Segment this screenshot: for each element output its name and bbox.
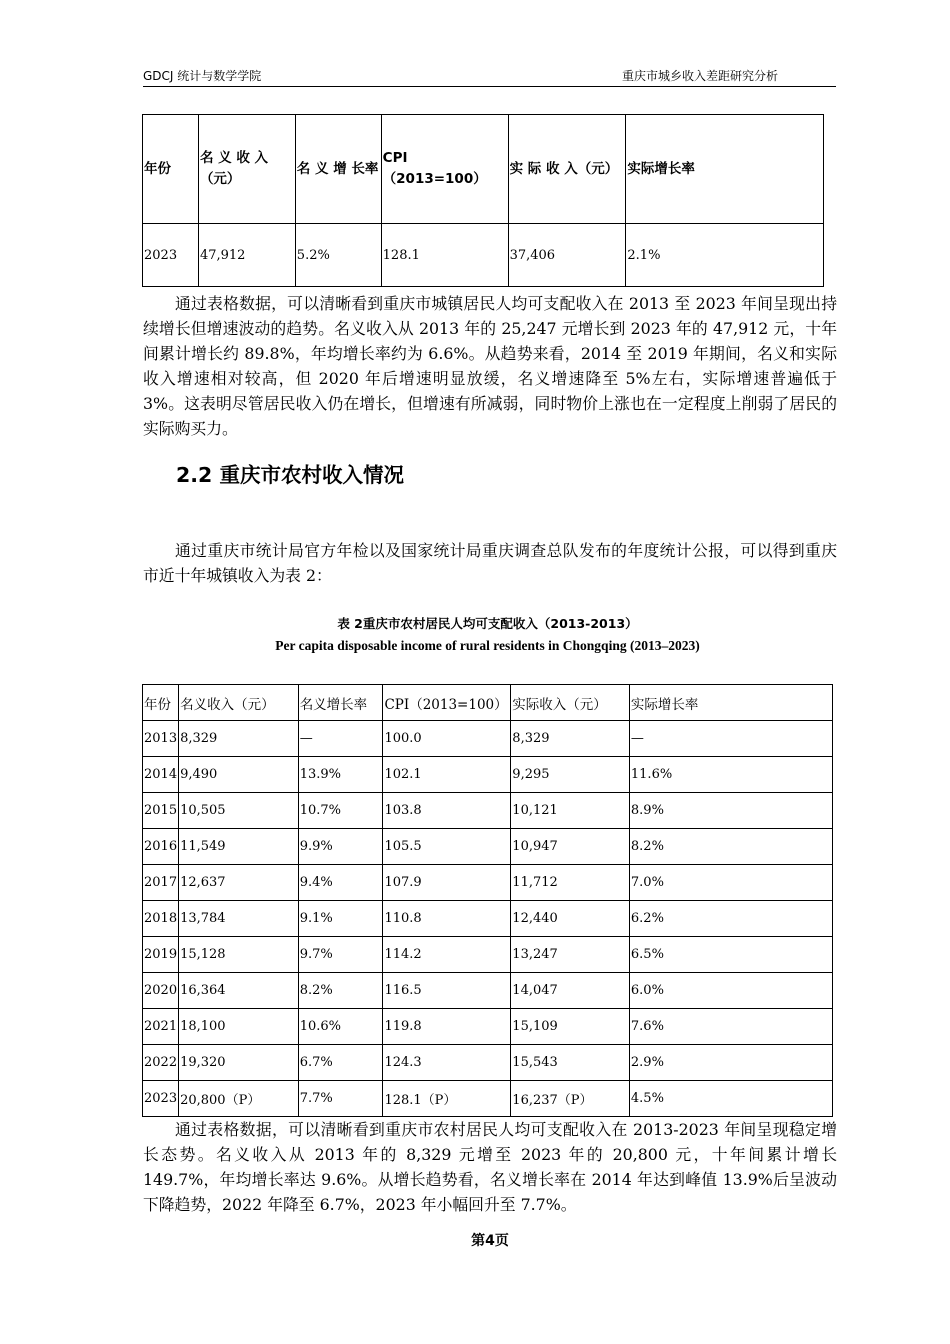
cell-real-growth: 6.5% xyxy=(629,937,832,973)
cell-year: 2019 xyxy=(143,937,179,973)
cell-real-growth: 8.9% xyxy=(629,793,832,829)
cell-nominal-income: 11,549 xyxy=(179,829,299,865)
table-header-row xyxy=(143,685,833,721)
cell-cpi: 116.5 xyxy=(383,973,511,1009)
table-row xyxy=(143,865,833,901)
cell-year: 2017 xyxy=(143,865,179,901)
cell-cpi: 107.9 xyxy=(383,865,511,901)
header-cell-year: 年份 xyxy=(143,685,179,721)
cell-year: 2014 xyxy=(143,757,179,793)
header-cell-real-growth: 实际增长率 xyxy=(629,685,832,721)
cell-real-growth: — xyxy=(629,721,832,757)
cell-nominal-growth: 9.9% xyxy=(298,829,383,865)
cell-nominal-income: 15,128 xyxy=(179,937,299,973)
cell-real-income: 37,406 xyxy=(508,224,626,287)
table-row xyxy=(143,973,833,1009)
table-row xyxy=(143,901,833,937)
cell-nominal-income: 19,320 xyxy=(179,1045,299,1081)
cell-cpi: 110.8 xyxy=(383,901,511,937)
intro-paragraph: 通过重庆市统计局官方年检以及国家统计局重庆调查总队发布的年度统计公报，可以得到重庆市近十年城镇收入为表 2： xyxy=(143,541,837,585)
table-row xyxy=(143,224,824,287)
cell-real-growth: 6.2% xyxy=(629,901,832,937)
cell-nominal-income: 10,505 xyxy=(179,793,299,829)
cell-nominal-income: 9,490 xyxy=(179,757,299,793)
cell-real-income: 9,295 xyxy=(511,757,630,793)
header-cell-real-income: 实 际 收 入（元） xyxy=(508,115,626,224)
table-caption-cn: 表 2重庆市农村居民人均可支配收入（2013-2013） xyxy=(337,616,638,631)
cell-nominal-income: 20,800（P） xyxy=(179,1081,299,1117)
cell-real-growth: 11.6% xyxy=(629,757,832,793)
header-left: GDCJ 统计与数学学院 xyxy=(143,69,262,83)
cell-nominal-growth: 9.7% xyxy=(298,937,383,973)
header-cell-nominal-growth: 名义增长率 xyxy=(298,685,383,721)
cell-nominal-income: 16,364 xyxy=(179,973,299,1009)
table-row xyxy=(143,721,833,757)
cell-nominal-growth: 9.1% xyxy=(298,901,383,937)
cell-real-growth: 8.2% xyxy=(629,829,832,865)
cell-real-income: 10,947 xyxy=(511,829,630,865)
header-right: 重庆市城乡收入差距研究分析 xyxy=(621,69,778,83)
cell-real-income: 8,329 xyxy=(511,721,630,757)
table-row xyxy=(143,793,833,829)
cell-nominal-income: 47,912 xyxy=(198,224,295,287)
cell-year: 2018 xyxy=(143,901,179,937)
header-cell-year: 年份 xyxy=(143,115,199,224)
cell-year: 2013 xyxy=(143,721,179,757)
cell-year: 2023 xyxy=(143,224,199,287)
table-row xyxy=(143,1081,833,1117)
cell-real-growth: 2.9% xyxy=(629,1045,832,1081)
cell-real-income: 10,121 xyxy=(511,793,630,829)
table-row xyxy=(143,829,833,865)
cell-nominal-growth: 7.7% xyxy=(298,1081,383,1117)
cell-nominal-growth: 6.7% xyxy=(298,1045,383,1081)
cell-real-growth: 2.1% xyxy=(626,224,824,287)
section-title: 2.2 重庆市农村收入情况 xyxy=(176,463,404,487)
cell-real-income: 14,047 xyxy=(511,973,630,1009)
cell-year: 2021 xyxy=(143,1009,179,1045)
header-cell-cpi: CPI（2013=100） xyxy=(383,685,511,721)
cell-nominal-income: 18,100 xyxy=(179,1009,299,1045)
table-caption-en: Per capita disposable income of rural residents in Chongqing (2013–2023) xyxy=(275,638,700,653)
cell-year: 2020 xyxy=(143,973,179,1009)
cell-cpi: 102.1 xyxy=(383,757,511,793)
header-cell-real-income: 实际收入（元） xyxy=(511,685,630,721)
header-cell-nominal-income: 名义收入（元） xyxy=(179,685,299,721)
header-cell-nominal-income: 名 义 收 入（元） xyxy=(198,115,295,224)
cell-cpi: 128.1（P） xyxy=(383,1081,511,1117)
cell-real-income: 15,543 xyxy=(511,1045,630,1081)
cell-cpi: 119.8 xyxy=(383,1009,511,1045)
header-rule xyxy=(143,86,836,87)
table-row xyxy=(143,937,833,973)
cell-nominal-growth: 5.2% xyxy=(295,224,381,287)
table-row xyxy=(143,1045,833,1081)
cell-nominal-growth: 10.6% xyxy=(298,1009,383,1045)
cell-nominal-income: 8,329 xyxy=(179,721,299,757)
page-number: 第4页 xyxy=(471,1233,509,1249)
cell-year: 2022 xyxy=(143,1045,179,1081)
cell-cpi: 124.3 xyxy=(383,1045,511,1081)
cell-nominal-growth: 10.7% xyxy=(298,793,383,829)
table-row xyxy=(143,1009,833,1045)
cell-real-income: 11,712 xyxy=(511,865,630,901)
cell-nominal-growth: — xyxy=(298,721,383,757)
cell-cpi: 128.1 xyxy=(381,224,508,287)
cell-nominal-growth: 13.9% xyxy=(298,757,383,793)
urban-income-table-continued xyxy=(142,114,824,287)
cell-real-income: 13,247 xyxy=(511,937,630,973)
table-header-row xyxy=(143,115,824,224)
cell-real-growth: 6.0% xyxy=(629,973,832,1009)
cell-real-income: 15,109 xyxy=(511,1009,630,1045)
cell-cpi: 105.5 xyxy=(383,829,511,865)
rural-analysis-paragraph: 通过表格数据，可以清晰看到重庆市农村居民人均可支配收入在 2013-2023 年间呈现稳定增长态势。名义收入从 2013 年的 8,329 元增至 2023 年的 20,800 元，十年间累计增长 149.7%，年均增长率达 9.6%。从增长趋势看，名义增长率在 2014 年达到峰值 13.9%后呈波动下降趋势，2022 年降至 6.7%，2023 年小幅回升至 7.7%。 xyxy=(143,1120,837,1214)
cell-cpi: 103.8 xyxy=(383,793,511,829)
cell-year: 2016 xyxy=(143,829,179,865)
urban-analysis-paragraph: 通过表格数据，可以清晰看到重庆市城镇居民人均可支配收入在 2013 至 2023 年间呈现出持续增长但增速波动的趋势。名义收入从 2013 年的 25,247 元增长到 2023 年的 47,912 元，十年间累计增长约 89.8%，年均增长率约为 6.6%。从趋势来看，2014 至 2019 年期间，名义和实际收入增速相对较高，但 2020 年后增速明显放缓，名义增速降至 5%左右，实际增速普遍低于 3%。这表明尽管居民收入仍在增长，但增速有所减弱，同时物价上涨也在一定程度上削弱了居民的实际购买力。 xyxy=(143,294,837,438)
cell-nominal-income: 13,784 xyxy=(179,901,299,937)
cell-real-growth: 4.5% xyxy=(629,1081,832,1117)
rural-income-table xyxy=(142,684,833,1117)
header-cell-real-growth: 实际增长率 xyxy=(626,115,824,224)
cell-nominal-growth: 9.4% xyxy=(298,865,383,901)
cell-year: 2015 xyxy=(143,793,179,829)
cell-nominal-growth: 8.2% xyxy=(298,973,383,1009)
cell-year: 2023 xyxy=(143,1081,179,1117)
cell-cpi: 100.0 xyxy=(383,721,511,757)
cell-nominal-income: 12,637 xyxy=(179,865,299,901)
cell-real-income: 12,440 xyxy=(511,901,630,937)
table-row xyxy=(143,757,833,793)
cell-real-income: 16,237（P） xyxy=(511,1081,630,1117)
cell-cpi: 114.2 xyxy=(383,937,511,973)
cell-real-growth: 7.0% xyxy=(629,865,832,901)
header-cell-nominal-growth: 名 义 增 长率 xyxy=(295,115,381,224)
header-cell-cpi: CPI （2013=100） xyxy=(381,115,508,224)
cell-real-growth: 7.6% xyxy=(629,1009,832,1045)
